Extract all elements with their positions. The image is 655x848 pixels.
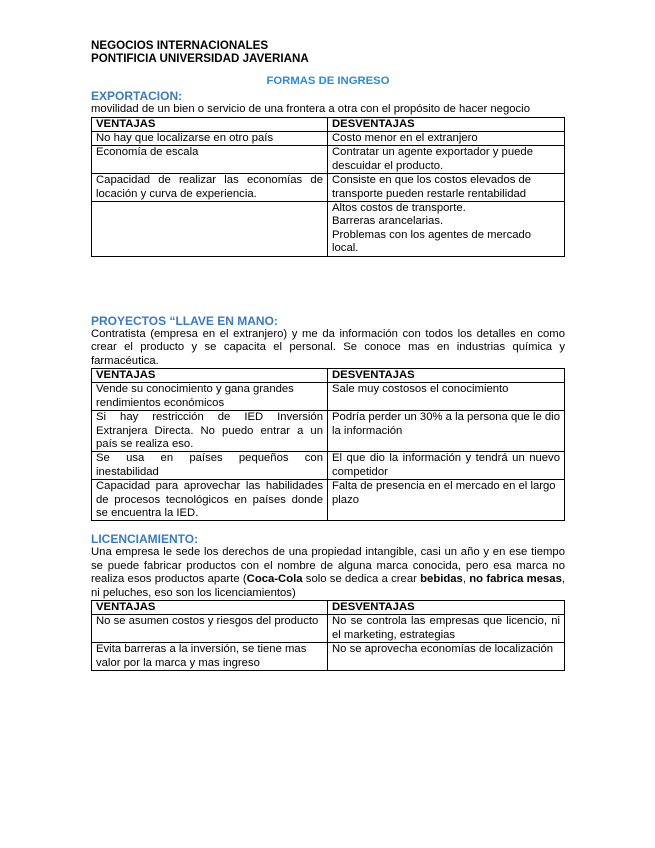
column-header-desventajas: DESVENTAJAS bbox=[328, 368, 565, 382]
table-llave-en-mano bbox=[91, 368, 565, 521]
table-row bbox=[92, 383, 565, 411]
ventaja-cell: No se asumen costos y riesgos del producto bbox=[92, 615, 328, 643]
section-title-llave-en-mano: PROYECTOS “LLAVE EN MANO: bbox=[91, 313, 278, 328]
column-header-ventajas: VENTAJAS bbox=[92, 601, 328, 615]
section-description-licenciamiento bbox=[91, 546, 565, 600]
ventaja-cell: Capacidad de realizar las economías de locación y curva de experiencia. bbox=[92, 174, 328, 202]
table-header-row bbox=[92, 117, 565, 131]
description-text: solo se dedica a crear bbox=[302, 573, 421, 586]
column-header-ventajas: VENTAJAS bbox=[92, 117, 328, 131]
section-title-exportacion: EXPORTACION: bbox=[91, 89, 183, 104]
table-row bbox=[92, 146, 565, 174]
desventaja-cell: Falta de presencia en el mercado en el largo plazo bbox=[328, 480, 565, 521]
desventaja-cell bbox=[328, 202, 565, 257]
description-bold-text: no fabrica mesas bbox=[469, 573, 562, 586]
desventaja-cell: El que dio la información y tendrá un nuevo competidor bbox=[328, 452, 565, 480]
table-row bbox=[92, 643, 565, 671]
table-row bbox=[92, 202, 565, 257]
table-row bbox=[92, 615, 565, 643]
table-row bbox=[92, 480, 565, 521]
section-description-exportacion: movilidad de un bien o servicio de una frontera a otra con el propósito de hacer negocio bbox=[91, 103, 530, 116]
ventaja-cell: Se usa en países pequeños con inestabilidad bbox=[92, 452, 328, 480]
table-licenciamiento bbox=[91, 600, 565, 671]
description-bold-text: Coca-Cola bbox=[246, 573, 303, 586]
ventaja-cell: Si hay restricción de IED Inversión Extranjera Directa. No puedo entrar a un país se realiza eso. bbox=[92, 411, 328, 452]
table-header-row bbox=[92, 601, 565, 615]
desventaja-line: Problemas con los agentes de mercado local. bbox=[332, 228, 532, 255]
column-header-desventajas: DESVENTAJAS bbox=[328, 117, 565, 131]
table-row bbox=[92, 452, 565, 480]
desventaja-cell: Sale muy costosos el conocimiento bbox=[328, 383, 565, 411]
section-description-llave-en-mano: Contratista (empresa en el extranjero) y me da información con todos los detalles en como crear el producto y se capacita el personal. Se conoce mas en industrias química y farmacéutica. bbox=[91, 327, 565, 367]
ventaja-cell: Vende su conocimiento y gana grandes rendimientos económicos bbox=[92, 383, 328, 411]
desventaja-line: Barreras arancelarias. bbox=[332, 215, 444, 228]
desventaja-cell: Podría perder un 30% a la persona que le dio la información bbox=[328, 411, 565, 452]
document-title: FORMAS DE INGRESO bbox=[266, 74, 390, 87]
desventaja-cell: Costo menor en el extranjero bbox=[328, 132, 565, 146]
ventaja-cell: Capacidad para aprovechar las habilidades de procesos tecnológicos en países donde se encuentra la IED. bbox=[92, 480, 328, 521]
table-header-row bbox=[92, 368, 565, 382]
ventaja-cell: Evita barreras a la inversión, se tiene mas valor por la marca y mas ingreso bbox=[92, 643, 328, 671]
desventaja-cell: No se aprovecha economías de localización bbox=[328, 643, 565, 671]
table-row bbox=[92, 132, 565, 146]
desventaja-cell: Consiste en que los costos elevados de transporte pueden restarle rentabilidad bbox=[328, 174, 565, 202]
document-page bbox=[91, 39, 565, 671]
column-header-desventajas: DESVENTAJAS bbox=[328, 601, 565, 615]
description-text: , ni peluches, eso son los licenciamientos) bbox=[91, 573, 565, 599]
ventaja-cell: Economía de escala bbox=[92, 146, 328, 174]
section-title-licenciamiento: LICENCIAMIENTO: bbox=[91, 532, 199, 547]
description-bold-text: bebidas bbox=[420, 573, 463, 586]
description-text: , bbox=[462, 573, 470, 586]
ventaja-cell: No hay que localizarse en otro país bbox=[92, 132, 328, 146]
header-line-1: NEGOCIOS INTERNACIONALES bbox=[91, 39, 269, 52]
description-text: Una empresa le sede los derechos de una propiedad intangible, casi un año y en ese tiempo se puede fabricar productos con el nombre de alguna marca conocida, pero esa marca no realiza esos productos aparte ( bbox=[91, 546, 565, 586]
table-row bbox=[92, 411, 565, 452]
table-row bbox=[92, 174, 565, 202]
ventaja-cell bbox=[92, 202, 328, 257]
desventaja-line: Altos costos de transporte. bbox=[332, 202, 466, 215]
spacer bbox=[91, 521, 565, 531]
desventaja-cell: Contratar un agente exportador y puede descuidar el producto. bbox=[328, 146, 565, 174]
table-exportacion bbox=[91, 117, 565, 257]
column-header-ventajas: VENTAJAS bbox=[92, 368, 328, 382]
spacer bbox=[91, 257, 565, 313]
desventaja-cell: No se controla las empresas que licencio, ni el marketing, estrategias bbox=[328, 615, 565, 643]
header-line-2: PONTIFICIA UNIVERSIDAD JAVERIANA bbox=[91, 52, 309, 66]
